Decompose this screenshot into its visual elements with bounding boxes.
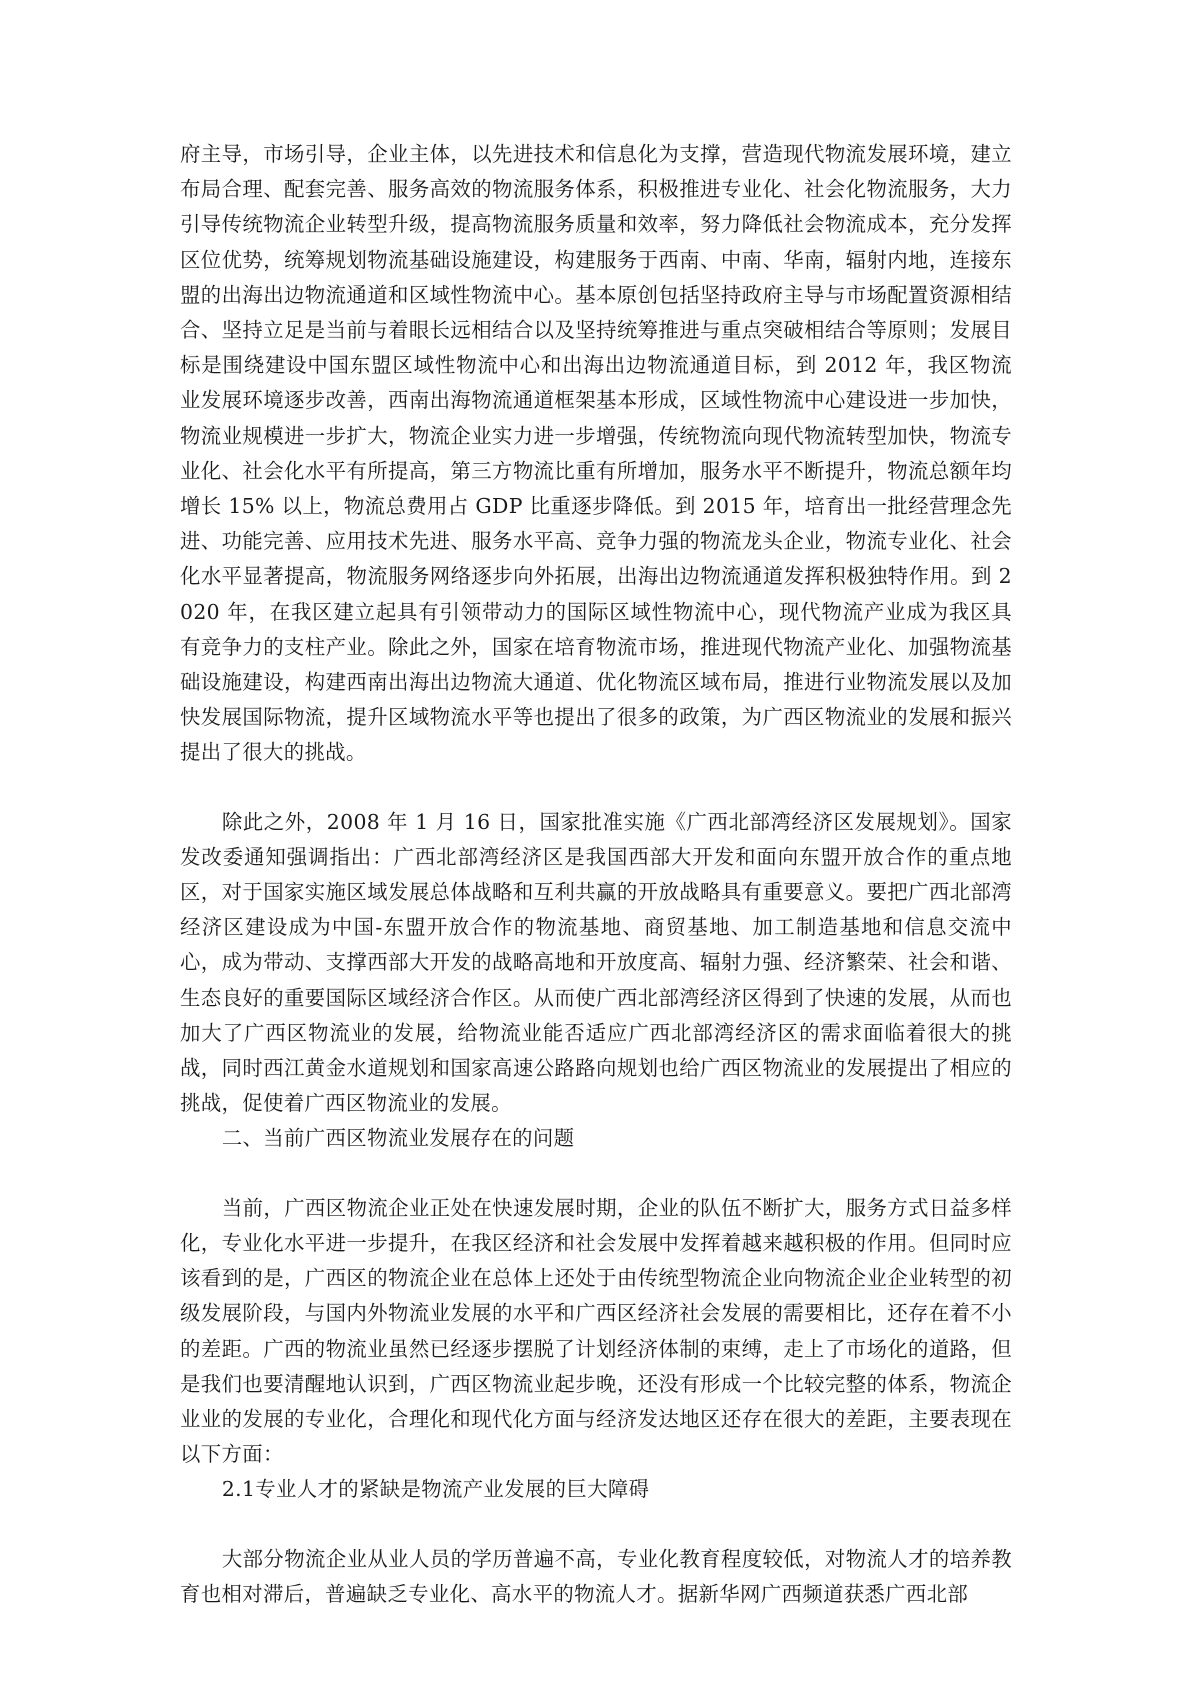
subsection-heading-talent-shortage: 2.1专业人才的紧缺是物流产业发展的巨大障碍 [221,1477,650,1502]
paragraph-talent-shortage: 大部分物流企业从业人员的学历普遍不高，专业化教育程度较低，对物流人才的培养教育也相对滞后，普遍缺乏专业化、高水平的物流人才。据新华网广西频道获悉广西北部 [180,1546,1012,1606]
paragraph-continuation: 府主导，市场引导，企业主体，以先进技术和信息化为支撑，营造现代物流发展环境，建立布局合理、配套完善、服务高效的物流服务体系，积极推进专业化、社会化物流服务，大力引导传统物流企业转型升级，提高物流服务质量和效率，努力降低社会物流成本，充分发挥区位优势，统筹规划物流基础设施建设，构建服务于西南、中南、华南，辐射内地，连接东盟的出海出边物流通道和区域性物流中心。基本原创包括坚持政府主导与市场配置资源相结合、坚持立足是当前与着眼长远相结合以及坚持统筹推进与重点突破相结合等原则；发展目标是围绕建设中国东盟区域性物流中心和出海出边物流通道目标，到 2012 年，我区物流业发展环境逐步改善，西南出海物流通道框架基本形成，区域性物流中心建设进一步加快，物流业规模进一步扩大，物流企业实力进一步增强，传统物流向现代物流转型加快，物流专业化、社会化水平有所提高，第三方物流比重有所增加，服务水平不断提升，物流总额年均增长 15% 以上，物流总费用占 GDP 比重逐步降低。到 2015 年，培育出一批经营理念先进、功能完善、应用技术先进、服务水平高、竞争力强的物流龙头企业，物流专业化、社会化水平显著提高，物流服务网络逐步向外拓展，出海出边物流通道发挥积极独特作用。到 2020 年，在我区建立起具有引领带动力的国际区域性物流中心，现代物流产业成为我区具有竞争力的支柱产业。除此之外，国家在培育物流市场，推进现代物流产业化、加强物流基础设施建设，构建西南出海出边物流大通道、优化物流区域布局，推进行业物流发展以及加快发展国际物流，提升区域物流水平等也提出了很多的政策，为广西区物流业的发展和振兴提出了很大的挑战。 [180,142,1012,765]
section-heading-problems: 二、当前广西区物流业发展存在的问题 [221,1126,575,1151]
paragraph-beibu-gulf-plan: 除此之外，2008 年 1 月 16 日，国家批准实施《广西北部湾经济区发展规划》。国家发改委通知强调指出：广西北部湾经济区是我国西部大开发和面向东盟开放合作的重点地区，对于国家实施区域发展总体战略和互利共赢的开放战略具有重要意义。要把广西北部湾经济区建设成为中国-东盟开放合作的物流基地、商贸基地、加工制造基地和信息交流中心，成为带动、支撑西部大开发的战略高地和开放度高、辐射力强、经济繁荣、社会和谐、生态良好的重要国际区域经济合作区。从而使广西北部湾经济区得到了快速的发展，从而也加大了广西区物流业的发展，给物流业能否适应广西北部湾经济区的需求面临着很大的挑战，同时西江黄金水道规划和国家高速公路路向规划也给广西区物流业的发展提出了相应的挑战，促使着广西区物流业的发展。 [180,809,1012,1116]
paragraph-current-situation: 当前，广西区物流企业正处在快速发展时期，企业的队伍不断扩大，服务方式日益多样化，专业化水平进一步提升，在我区经济和社会发展中发挥着越来越积极的作用。但同时应该看到的是，广西区的物流企业在总体上还处于由传统型物流企业向物流企业企业转型的初级发展阶段，与国内外物流业发展的水平和广西区经济社会发展的需要相比，还存在着不小的差距。广西的物流业虽然已经逐步摆脱了计划经济体制的束缚，走上了市场化的道路，但是我们也要清醒地认识到，广西区物流业起步晚，还没有形成一个比较完整的体系，物流企业业的发展的专业化，合理化和现代化方面与经济发达地区还存在很大的差距，主要表现在以下方面： [180,1195,1012,1467]
document-body [180,137,1012,1612]
